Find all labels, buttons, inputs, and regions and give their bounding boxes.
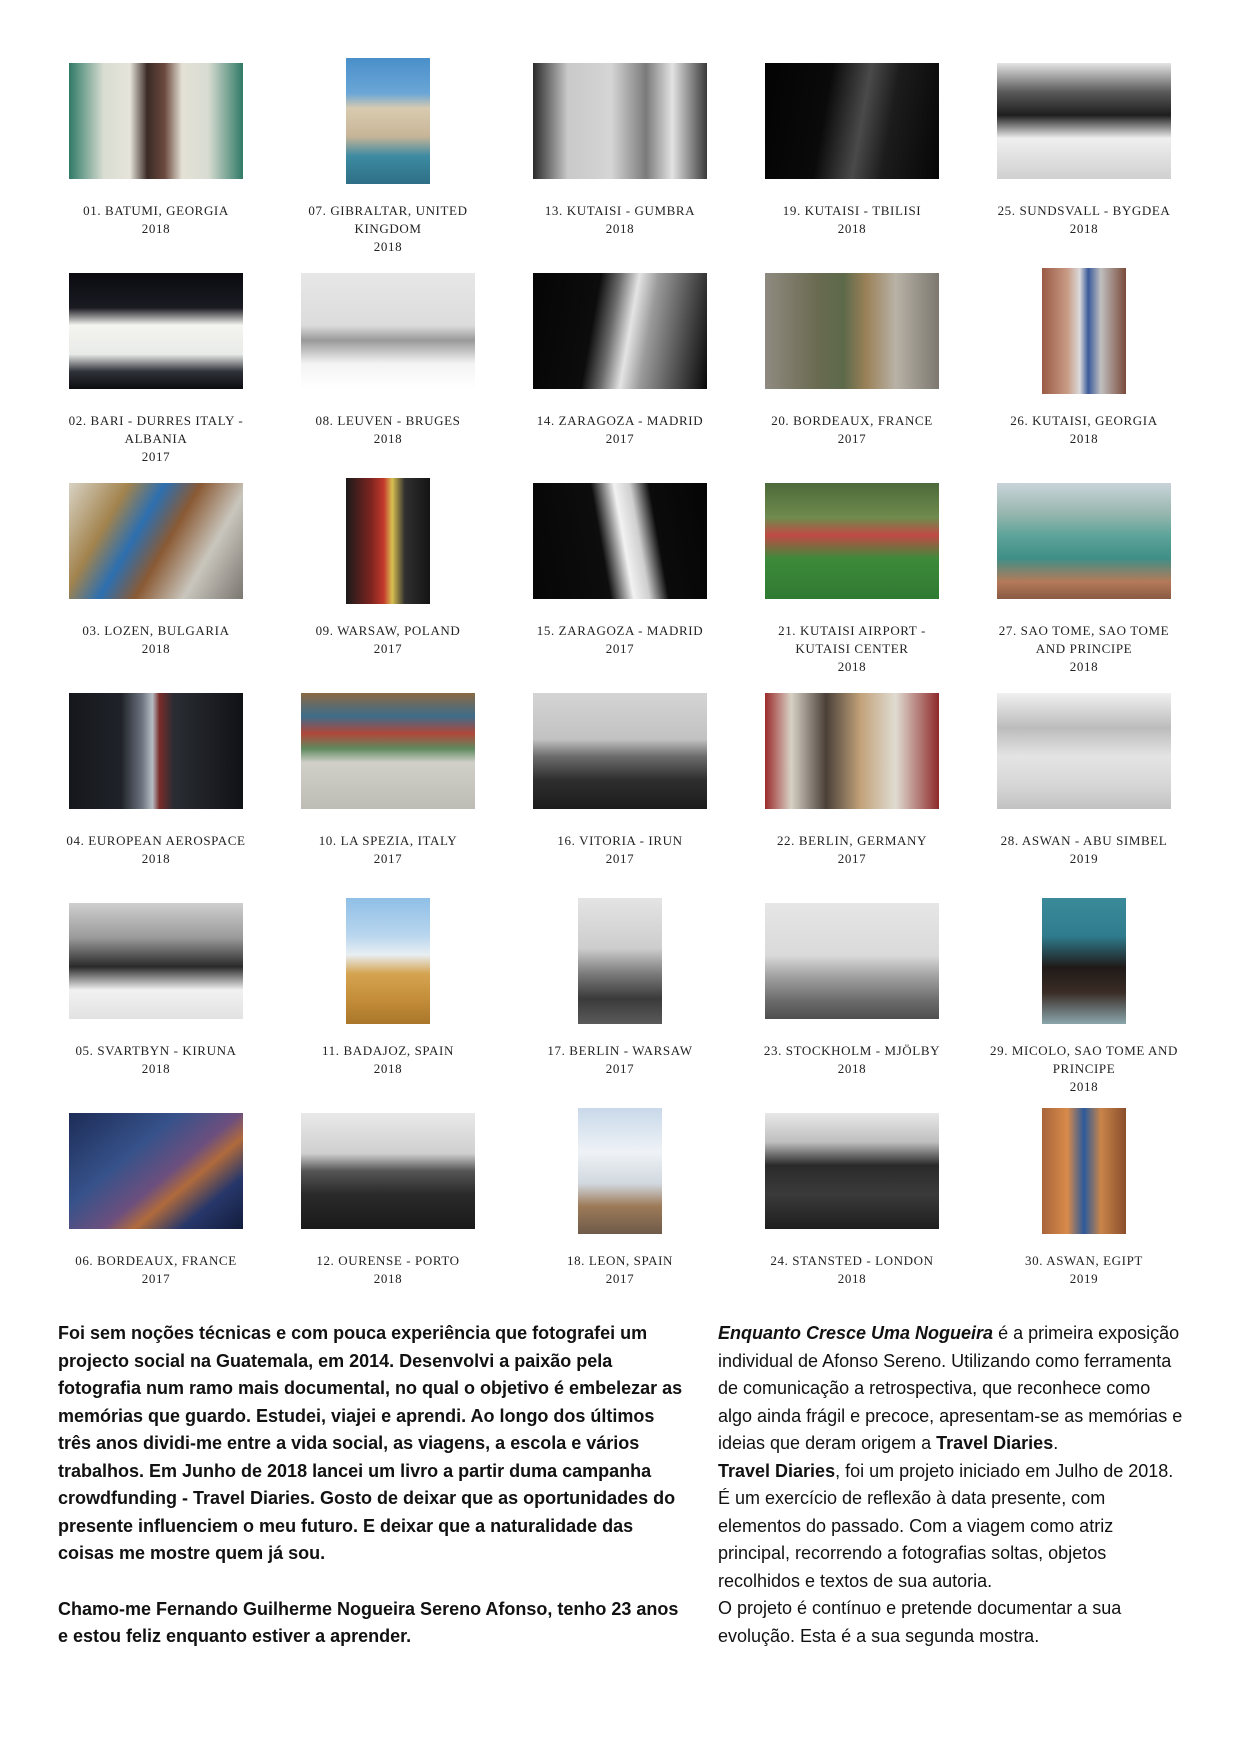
photo-year: 2017	[605, 851, 635, 866]
photo-frame	[757, 58, 947, 184]
photo-thumbnail	[765, 63, 939, 179]
photo-caption	[293, 622, 483, 658]
photo-location: 01. BATUMI, GEORGIA	[83, 203, 229, 218]
photo-thumbnail	[997, 483, 1171, 599]
photo-caption	[757, 1042, 947, 1078]
photo-year: 2018	[605, 221, 635, 236]
photo-item	[40, 1098, 272, 1308]
photo-year: 2019	[1069, 851, 1099, 866]
artist-bio	[58, 1320, 688, 1651]
photo-year: 2017	[837, 431, 867, 446]
bio-paragraph-2: Chamo-me Fernando Guilherme Nogueira Sereno Afonso, tenho 23 anos e estou feliz enquanto estiver a aprender.	[58, 1598, 679, 1646]
photo-frame	[757, 478, 947, 604]
photo-thumbnail	[69, 273, 243, 389]
description-text-3: , foi um projeto iniciado em Julho de 2018. É um exercício de reflexão à data presente, com elementos do passado. Com a viagem como atriz principal, recorrendo a fotografias soltas, objetos recolhidos e textos de sua autoria.	[718, 1460, 1174, 1591]
photo-item	[736, 258, 968, 468]
photo-item	[504, 888, 736, 1098]
photo-caption	[61, 1252, 251, 1288]
photo-frame	[757, 898, 947, 1024]
photo-thumbnail	[301, 273, 475, 389]
photo-year: 2018	[373, 239, 403, 254]
photo-location: 20. BORDEAUX, FRANCE	[771, 413, 933, 428]
photo-location: 10. LA SPEZIA, ITALY	[318, 833, 458, 848]
photo-location: 11. BADAJOZ, SPAIN	[322, 1043, 454, 1058]
description-paragraph-1	[718, 1320, 1188, 1458]
photo-year: 2017	[373, 641, 403, 656]
photo-frame	[989, 58, 1179, 184]
photo-caption	[61, 1042, 251, 1078]
photo-location: 06. BORDEAUX, FRANCE	[75, 1253, 237, 1268]
photo-frame	[61, 58, 251, 184]
photo-item	[40, 678, 272, 888]
photo-location: 08. LEUVEN - BRUGES	[315, 413, 461, 428]
photo-caption	[61, 202, 251, 238]
photo-frame	[293, 898, 483, 1024]
exhibition-description	[718, 1320, 1188, 1650]
photo-frame	[525, 898, 715, 1024]
photo-location: 03. LOZEN, BULGARIA	[82, 623, 230, 638]
photo-year: 2018	[1069, 659, 1099, 674]
photo-location: 25. SUNDSVALL - BYGDEA	[997, 203, 1171, 218]
photo-item	[968, 1098, 1200, 1308]
photo-location: 21. KUTAISI AIRPORT - KUTAISI CENTER	[778, 623, 926, 656]
photo-location: 13. KUTAISI - GUMBRA	[544, 203, 696, 218]
photo-year: 2018	[837, 659, 867, 674]
photo-thumbnail	[301, 693, 475, 809]
photo-item	[40, 468, 272, 678]
photo-location: 22. BERLIN, GERMANY	[776, 833, 928, 848]
photo-thumbnail	[997, 63, 1171, 179]
photo-caption	[989, 202, 1179, 238]
photo-item	[272, 258, 504, 468]
photo-location: 27. SAO TOME, SAO TOME AND PRINCIPE	[998, 623, 1170, 656]
photo-caption	[757, 412, 947, 448]
photo-location: 12. OURENSE - PORTO	[316, 1253, 460, 1268]
description-paragraph-2	[718, 1458, 1188, 1596]
photo-location: 18. LEON, SPAIN	[566, 1253, 674, 1268]
photo-caption	[525, 622, 715, 658]
photo-caption	[61, 412, 251, 466]
photo-year: 2018	[373, 1061, 403, 1076]
photo-year: 2018	[837, 1061, 867, 1076]
photo-year: 2018	[1069, 221, 1099, 236]
description-paragraph-3: O projeto é contínuo e pretende documentar a sua evolução. Esta é a sua segunda mostra.	[718, 1598, 1122, 1646]
photo-thumbnail	[69, 903, 243, 1019]
travel-diaries-2: Travel Diaries	[718, 1460, 836, 1481]
photo-thumbnail	[765, 1113, 939, 1229]
photo-thumbnail	[997, 693, 1171, 809]
photo-frame	[525, 478, 715, 604]
photo-frame	[989, 478, 1179, 604]
photo-frame	[293, 1108, 483, 1234]
photo-thumbnail	[346, 478, 430, 604]
photo-year: 2018	[141, 1061, 171, 1076]
photo-frame	[757, 268, 947, 394]
photo-frame	[61, 898, 251, 1024]
photo-location: 26. KUTAISI, GEORGIA	[1010, 413, 1158, 428]
photo-thumbnail	[533, 483, 707, 599]
photo-item	[968, 468, 1200, 678]
photo-year: 2017	[605, 1271, 635, 1286]
photo-year: 2017	[605, 641, 635, 656]
photo-frame	[293, 688, 483, 814]
photo-location: 19. KUTAISI - TBILISI	[782, 203, 922, 218]
photo-caption	[525, 832, 715, 868]
photo-frame	[525, 268, 715, 394]
photo-thumbnail	[765, 273, 939, 389]
photo-thumbnail	[1042, 1108, 1126, 1234]
photo-caption	[525, 202, 715, 238]
photo-frame	[61, 1108, 251, 1234]
photo-thumbnail	[765, 903, 939, 1019]
photo-item	[736, 1098, 968, 1308]
photo-item	[272, 468, 504, 678]
photo-caption	[293, 1252, 483, 1288]
photo-year: 2018	[141, 851, 171, 866]
photo-thumbnail	[69, 1113, 243, 1229]
photo-year: 2017	[837, 851, 867, 866]
photo-caption	[757, 832, 947, 868]
photo-thumbnail	[346, 898, 430, 1024]
photo-frame	[989, 898, 1179, 1024]
description-text-2: .	[1053, 1433, 1059, 1453]
photo-thumbnail	[69, 63, 243, 179]
photo-thumbnail	[1042, 268, 1126, 394]
photo-year: 2017	[605, 431, 635, 446]
photo-item	[40, 258, 272, 468]
photo-location: 29. MICOLO, SAO TOME AND PRINCIPE	[990, 1043, 1178, 1076]
photo-year: 2018	[141, 641, 171, 656]
photo-frame	[61, 268, 251, 394]
photo-grid	[40, 48, 1200, 1318]
photo-item	[968, 48, 1200, 258]
description-text-1: é a primeira exposição individual de Afonso Sereno. Utilizando como ferramenta de comunicação a retrospectiva, que reconhece como algo ainda frágil e precoce, apresentam-se as memórias e ideias que deram origem a	[718, 1323, 1183, 1453]
photo-frame	[525, 688, 715, 814]
photo-location: 16. VITORIA - IRUN	[557, 833, 683, 848]
photo-location: 15. ZARAGOZA - MADRID	[536, 623, 704, 638]
photo-caption	[293, 202, 483, 256]
photo-caption	[989, 1252, 1179, 1288]
photo-caption	[61, 622, 251, 658]
photo-item	[968, 888, 1200, 1098]
photo-item	[736, 888, 968, 1098]
photo-location: 07. GIBRALTAR, UNITED KINGDOM	[308, 203, 468, 236]
photo-frame	[989, 1108, 1179, 1234]
photo-frame	[989, 688, 1179, 814]
photo-thumbnail	[533, 63, 707, 179]
photo-frame	[61, 688, 251, 814]
photo-frame	[525, 58, 715, 184]
travel-diaries-1: Travel Diaries	[936, 1433, 1054, 1453]
photo-frame	[989, 268, 1179, 394]
photo-caption	[61, 832, 251, 868]
photo-item	[736, 48, 968, 258]
photo-item	[272, 888, 504, 1098]
photo-item	[504, 468, 736, 678]
photo-item	[968, 678, 1200, 888]
photo-thumbnail	[1042, 898, 1126, 1024]
photo-caption	[293, 1042, 483, 1078]
photo-thumbnail	[533, 693, 707, 809]
photo-caption	[989, 832, 1179, 868]
photo-caption	[757, 202, 947, 238]
photo-caption	[525, 1252, 715, 1288]
photo-item	[736, 678, 968, 888]
photo-frame	[293, 478, 483, 604]
photo-caption	[525, 412, 715, 448]
photo-caption	[989, 1042, 1179, 1096]
photo-caption	[989, 412, 1179, 448]
photo-year: 2019	[1069, 1271, 1099, 1286]
photo-caption	[989, 622, 1179, 676]
photo-year: 2017	[373, 851, 403, 866]
photo-frame	[61, 478, 251, 604]
photo-thumbnail	[765, 483, 939, 599]
photo-frame	[757, 688, 947, 814]
photo-item	[736, 468, 968, 678]
photo-thumbnail	[578, 898, 662, 1024]
photo-item	[272, 678, 504, 888]
photo-thumbnail	[69, 693, 243, 809]
photo-year: 2018	[837, 221, 867, 236]
photo-caption	[525, 1042, 715, 1078]
photo-location: 23. STOCKHOLM - MJÖLBY	[763, 1043, 941, 1058]
photo-thumbnail	[301, 1113, 475, 1229]
photo-caption	[293, 832, 483, 868]
photo-frame	[757, 1108, 947, 1234]
photo-frame	[293, 268, 483, 394]
photo-item	[272, 1098, 504, 1308]
photo-thumbnail	[578, 1108, 662, 1234]
photo-year: 2018	[1069, 1079, 1099, 1094]
photo-location: 14. ZARAGOZA - MADRID	[536, 413, 704, 428]
photo-location: 02. BARI - DURRES ITALY - ALBANIA	[68, 413, 244, 446]
photo-year: 2017	[141, 1271, 171, 1286]
photo-location: 28. ASWAN - ABU SIMBEL	[1000, 833, 1168, 848]
photo-year: 2018	[373, 1271, 403, 1286]
photo-thumbnail	[765, 693, 939, 809]
photo-thumbnail	[533, 273, 707, 389]
photo-year: 2018	[373, 431, 403, 446]
photo-year: 2017	[605, 1061, 635, 1076]
photo-caption	[757, 1252, 947, 1288]
photo-year: 2018	[141, 221, 171, 236]
photo-year: 2017	[141, 449, 171, 464]
photo-thumbnail	[346, 58, 430, 184]
photo-item	[40, 888, 272, 1098]
photo-frame	[293, 58, 483, 184]
photo-location: 24. STANSTED - LONDON	[770, 1253, 934, 1268]
photo-item	[504, 48, 736, 258]
photo-thumbnail	[69, 483, 243, 599]
photo-item	[504, 1098, 736, 1308]
photo-item	[968, 258, 1200, 468]
bio-paragraph-1: Foi sem noções técnicas e com pouca experiência que fotografei um projecto social na Guatemala, em 2014. Desenvolvi a paixão pela fotografia num ramo mais documental, no qual o objetivo é embelezar as memórias que guardo. Estudei, viajei e aprendi. Ao longo dos últimos três anos dividi-me entre a vida social, as viagens, a escola e vários trabalhos. Em Junho de 2018 lancei um livro a partir duma campanha crowdfunding - Travel Diaries. Gosto de deixar que as oportunidades do presente influenciem o meu futuro. E deixar que a naturalidade das coisas me mostre quem já sou.	[58, 1323, 683, 1563]
exhibition-title: Enquanto Cresce Uma Nogueira	[718, 1323, 994, 1343]
photo-frame	[525, 1108, 715, 1234]
photo-location: 17. BERLIN - WARSAW	[547, 1043, 693, 1058]
photo-item	[272, 48, 504, 258]
photo-year: 2018	[837, 1271, 867, 1286]
photo-year: 2018	[1069, 431, 1099, 446]
photo-caption	[293, 412, 483, 448]
photo-location: 09. WARSAW, POLAND	[315, 623, 461, 638]
photo-caption	[757, 622, 947, 676]
photo-item	[504, 678, 736, 888]
photo-item	[40, 48, 272, 258]
photo-item	[504, 258, 736, 468]
photo-location: 04. EUROPEAN AEROSPACE	[66, 833, 246, 848]
photo-location: 05. SVARTBYN - KIRUNA	[75, 1043, 237, 1058]
photo-location: 30. ASWAN, EGIPT	[1025, 1253, 1143, 1268]
